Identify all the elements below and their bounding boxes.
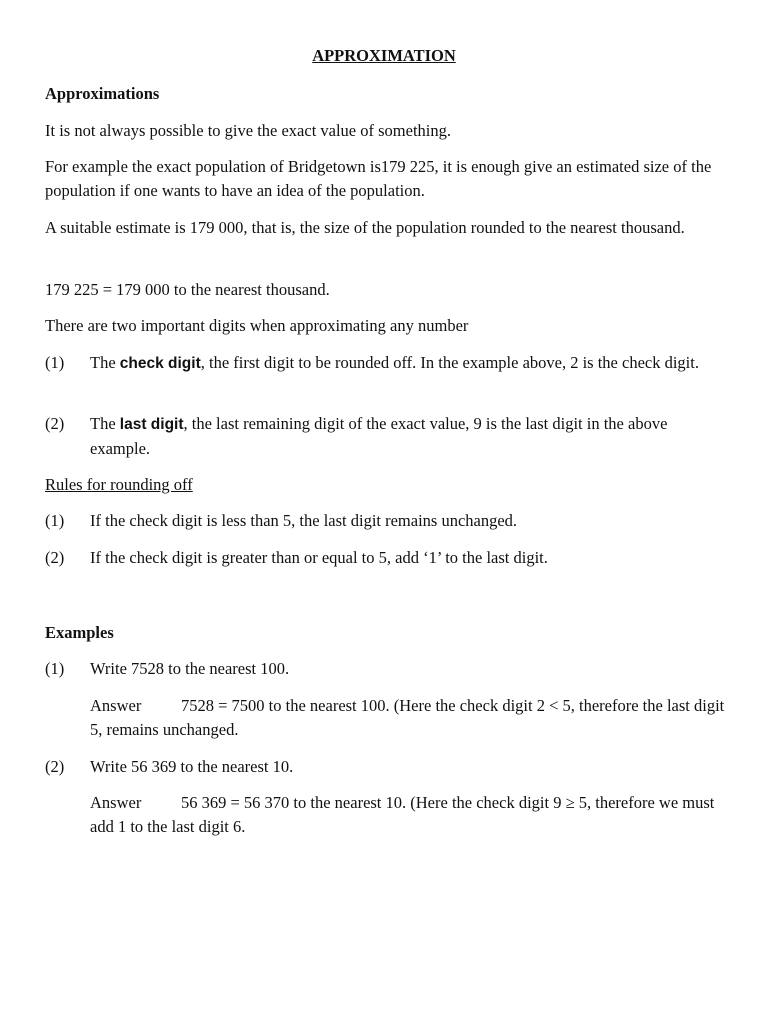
- paragraph-population-example: For example the exact population of Bridgetown is179 225, it is enough give an estimated size of the population if one wants to have an idea of the population.: [45, 157, 712, 200]
- answer-label: Answer: [90, 696, 142, 715]
- digit-definition-last: [45, 412, 735, 461]
- examples-heading: Examples: [45, 623, 114, 642]
- paragraph-suitable-estimate: A suitable estimate is 179 000, that is, the size of the population rounded to the nearest thousand.: [45, 218, 685, 237]
- definition-body: , the last remaining digit of the exact value, 9 is the last digit in the above example.: [90, 414, 668, 458]
- example-question: [45, 657, 735, 681]
- question-text: Write 56 369 to the nearest 10.: [90, 757, 294, 776]
- rules-heading: Rules for rounding off: [45, 475, 193, 494]
- rule-text: If the check digit is less than 5, the last digit remains unchanged.: [90, 511, 518, 530]
- definition-text: [90, 412, 730, 461]
- list-number: (2): [45, 414, 65, 433]
- paragraph-rounding-equation: 179 225 = 179 000 to the nearest thousand.: [45, 280, 330, 299]
- rule-text: If the check digit is greater than or equal to 5, add ‘1’ to the last digit.: [90, 548, 548, 567]
- example-answer: [90, 694, 735, 742]
- question-text: Write 7528 to the nearest 100.: [90, 659, 290, 678]
- term-check-digit: check digit: [119, 355, 201, 372]
- document-title: APPROXIMATION: [312, 46, 456, 65]
- definition-prefix: The: [90, 414, 120, 433]
- section-heading-approximations: Approximations: [45, 84, 160, 103]
- list-number: (1): [45, 659, 65, 678]
- definition-text: [90, 351, 730, 376]
- example-question: [45, 755, 735, 779]
- list-number: (2): [45, 548, 65, 567]
- rule-item: [45, 546, 735, 570]
- definition-body: , the first digit to be rounded off. In the example above, 2 is the check digit.: [200, 353, 699, 372]
- paragraph-intro: It is not always possible to give the exact value of something.: [45, 121, 451, 140]
- answer-label: Answer: [90, 793, 142, 812]
- rule-item: [45, 509, 735, 533]
- list-number: (1): [45, 353, 65, 372]
- example-answer: [90, 791, 735, 839]
- digit-definition-check: [45, 351, 735, 376]
- list-number: (2): [45, 757, 65, 776]
- paragraph-important-digits: There are two important digits when approximating any number: [45, 316, 469, 335]
- answer-text: 56 369 = 56 370 to the nearest 10. (Here the check digit 9 ≥ 5, therefore we must add 1 to the last digit 6.: [90, 793, 715, 836]
- answer-text: 7528 = 7500 to the nearest 100. (Here the check digit 2 < 5, therefore the last digit 5, remains unchanged.: [90, 696, 725, 739]
- list-number: (1): [45, 511, 65, 530]
- definition-prefix: The: [90, 353, 120, 372]
- term-last-digit: last digit: [119, 416, 184, 433]
